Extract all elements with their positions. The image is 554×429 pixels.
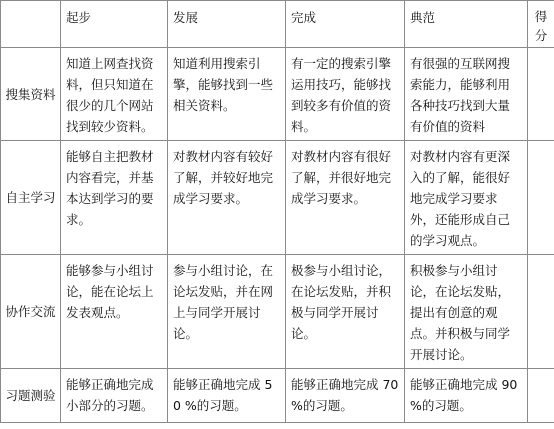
row-label-exercise-test: 习题测验: [1, 369, 61, 423]
header-score: 得分: [528, 1, 554, 48]
table-cell: 知道利用搜索引擎，能够找到一些相关资料。: [168, 48, 286, 141]
table-cell: 能够自主把教材内容看完，并基本达到学习的要求。: [61, 141, 168, 255]
score-cell: [528, 141, 554, 255]
table-cell: 参与小组讨论，在论坛发贴，并在网上与同学开展讨论。: [168, 255, 286, 369]
table-cell: 极参与小组讨论，在论坛发贴，并积极与同学开展讨论。: [286, 255, 405, 369]
header-develop: 发展: [168, 1, 286, 48]
table-row: [1, 369, 554, 423]
table-row: [1, 255, 554, 369]
score-cell: [528, 255, 554, 369]
header-complete: 完成: [286, 1, 405, 48]
table-cell: 对教材内容有较好了解，并较好地完成学习要求。: [168, 141, 286, 255]
table-cell: 有一定的搜索引擎运用技巧，能够找到较多有价值的资料。: [286, 48, 405, 141]
row-label-collaboration: 协作交流: [1, 255, 61, 369]
table-cell: 能够参与小组讨论，能在论坛上发表观点。: [61, 255, 168, 369]
table-cell: 知道上网查找资料，但只知道在很少的几个网站找到较少资料。: [61, 48, 168, 141]
table-cell: 对教材内容有很好了解，并很好地完成学习要求。: [286, 141, 405, 255]
table-row: [1, 48, 554, 141]
table-row: [1, 141, 554, 255]
table-cell: 有很强的互联网搜索能力，能够利用各种技巧找到大量有价值的资料: [405, 48, 528, 141]
row-label-self-study: 自主学习: [1, 141, 61, 255]
table-cell: 能够正确地完成 50 %的习题。: [168, 369, 286, 423]
table-cell: 对教材内容有更深入的了解，能很好地完成学习要求外，还能形成自己的学习观点。: [405, 141, 528, 255]
table-cell: 积极参与小组讨论，在论坛发贴，提出有创意的观点。并积极与同学开展讨论。: [405, 255, 528, 369]
header-start: 起步: [61, 1, 168, 48]
row-label-collect-materials: 搜集资料: [1, 48, 61, 141]
score-cell: [528, 48, 554, 141]
header-exemplary: 典范: [405, 1, 528, 48]
score-cell: [528, 369, 554, 423]
table-cell: 能够正确地完成 90 %的习题。: [405, 369, 528, 423]
table-header-row: [1, 1, 554, 48]
table-cell: 能够正确地完成 70 %的习题。: [286, 369, 405, 423]
header-corner-cell: [1, 1, 61, 48]
table-cell: 能够正确地完成小部分的习题。: [61, 369, 168, 423]
